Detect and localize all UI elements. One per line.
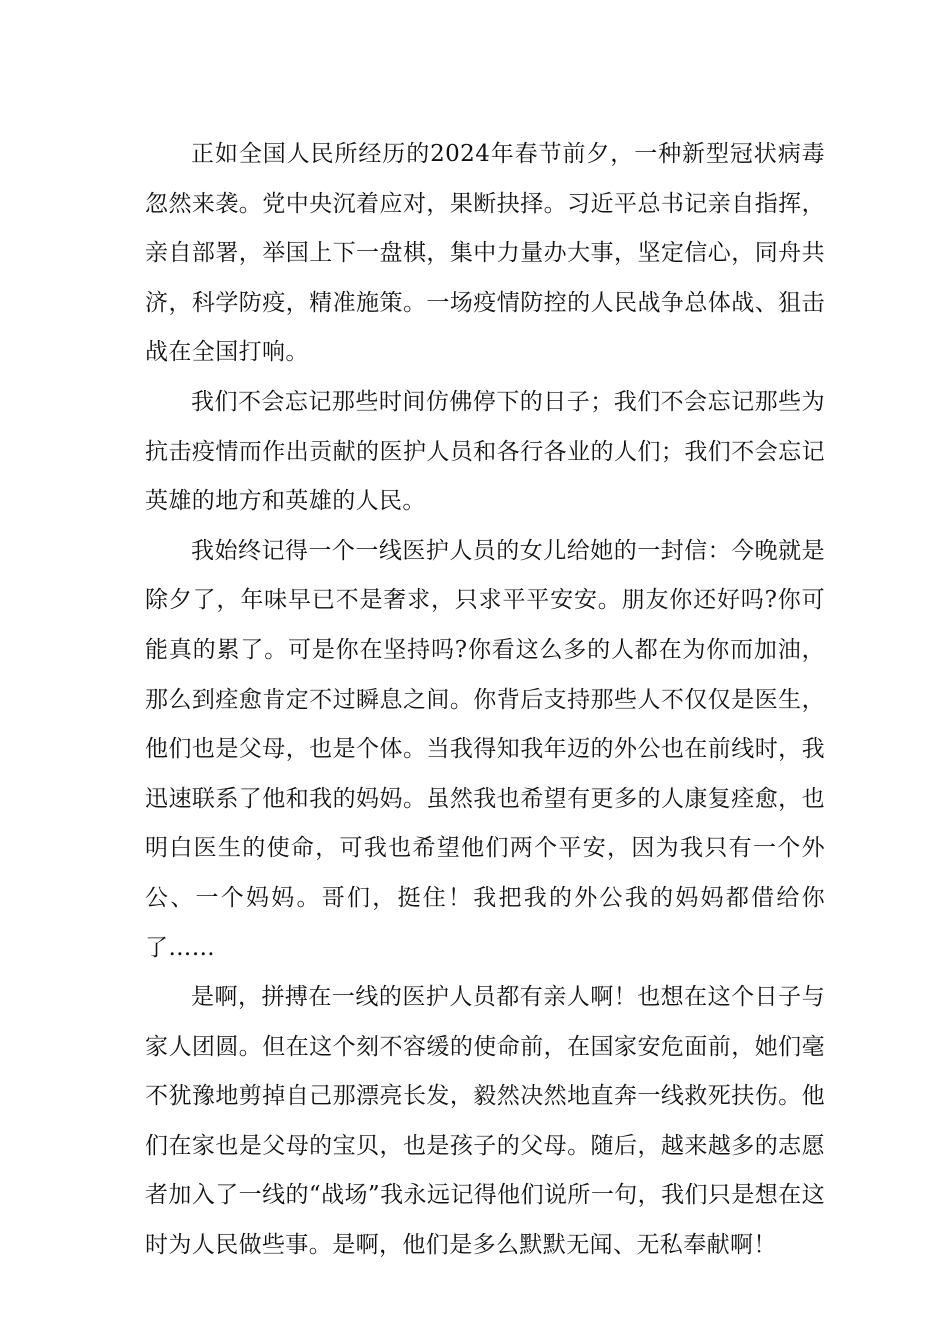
- paragraph-1: 正如全国人民所经历的2024年春节前夕，一种新型冠状病毒忽然来袭。党中央沉着应对，果断抉择。习近平总书记亲自指挥，亲自部署，举国上下一盘棋，集中力量办大事，坚定信心，同舟共济，科学防疫，精准施策。一场疫情防控的人民战争总体战、狙击战在全国打响。: [145, 141, 825, 366]
- document-page: [145, 130, 825, 1271]
- paragraph-3: 我始终记得一个一线医护人员的女儿给她的一封信：今晚就是除夕了，年味早已不是奢求，只求平平安安。朋友你还好吗?你可能真的累了。可是你在坚持吗?你看这么多的人都在为你而加油，那么到痊愈肯定不过瞬息之间。你背后支持那些人不仅仅是医生，他们也是父母，也是个体。当我得知我年迈的外公也在前线时，我迅速联系了他和我的妈妈。虽然我也希望有更多的人康复痊愈，也明白医生的使命，可我也希望他们两个平安，因为我只有一个外公、一个妈妈。哥们，挺住！我把我的外公我的妈妈都借给你了……: [145, 537, 825, 961]
- paragraph-4: 是啊，拼搏在一线的医护人员都有亲人啊！也想在这个日子与家人团圆。但在这个刻不容缓的使命前，在国家安危面前，她们毫不犹豫地剪掉自己那漂亮长发，毅然决然地直奔一线救死扶伤。他们在家也是父母的宝贝，也是孩子的父母。随后，越来越多的志愿者加入了一线的“战场”我永远记得他们说所一句，我们只是想在这时为人民做些事。是啊，他们是多么默默无闻、无私奉献啊！: [145, 984, 825, 1259]
- paragraph-2: 我们不会忘记那些时间仿佛停下的日子；我们不会忘记那些为抗击疫情而作出贡献的医护人员和各行各业的人们；我们不会忘记英雄的地方和英雄的人民。: [145, 388, 825, 515]
